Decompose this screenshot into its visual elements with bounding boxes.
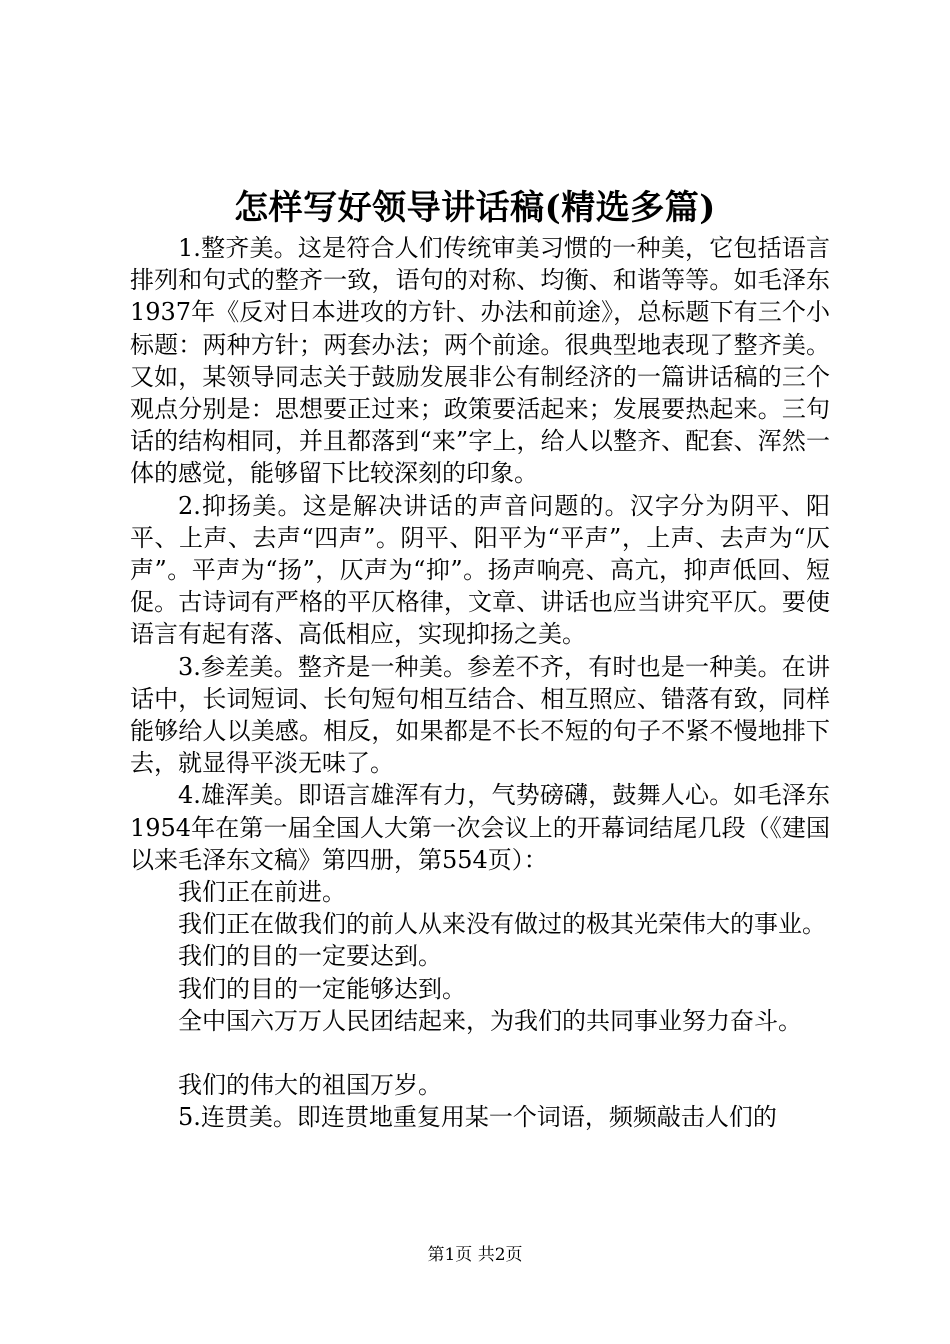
blank-line: [130, 1037, 830, 1069]
paragraph-variation: 3.参差美。整齐是一种美。参差不齐，有时也是一种美。在讲话中，长词短词、长句短句相互结合、相互照应、错落有致，同样能够给人以美感。相反，如果都是不长不短的句子不紧不慢地排下去，就显得平淡无味了。: [130, 652, 830, 778]
paragraph-continuity: 5.连贯美。即连贯地重复用某一个词语，频频敲击人们的: [178, 1103, 777, 1132]
quote-line: 我们正在前进。: [178, 878, 346, 907]
quote-line: 我们的伟大的祖国万岁。: [178, 1071, 442, 1100]
paragraph-grandeur: 4.雄浑美。即语言雄浑有力，气势磅礴，鼓舞人心。如毛泽东1954年在第一届全国人大第一次会议上的开幕词结尾几段（《建国以来毛泽东文稿》第四册，第554页）：: [130, 781, 830, 874]
quote-line: 我们的目的一定要达到。: [178, 942, 442, 971]
paragraph-uniformity: 1.整齐美。这是符合人们传统审美习惯的一种美，它包括语言排列和句式的整齐一致，语句的对称、均衡、和谐等等。如毛泽东1937年《反对日本进攻的方针、办法和前途》，总标题下有三个小标题：两种方针；两套办法；两个前途。很典型地表现了整齐美。又如，某领导同志关于鼓励发展非公有制经济的一篇讲话稿的三个观点分别是：思想要正过来；政策要活起来；发展要热起来。三句话的结构相同，并且都落到“来”字上，给人以整齐、配套、浑然一体的感觉，能够留下比较深刻的印象。: [130, 234, 830, 488]
page-footer: 第1页 共2页: [427, 1245, 523, 1265]
document-body: [130, 232, 830, 1133]
paragraph-cadence: 2.抑扬美。这是解决讲话的声音问题的。汉字分为阴平、阳平、上声、去声“四声”。阴平、阳平为“平声”，上声、去声为“仄声”。平声为“扬”，仄声为“抑”。扬声响亮、高亢，抑声低回、短促。古诗词有严格的平仄格律，文章、讲话也应当讲究平仄。要使语言有起有落、高低相应，实现抑扬之美。: [130, 491, 830, 649]
quote-line: 全中国六万万人民团结起来，为我们的共同事业努力奋斗。: [178, 1006, 802, 1035]
quote-line: 我们的目的一定能够达到。: [178, 974, 466, 1003]
quote-line: 我们正在做我们的前人从来没有做过的极其光荣伟大的事业。: [178, 910, 826, 939]
document-title: 怎样写好领导讲话稿(精选多篇): [234, 188, 716, 228]
